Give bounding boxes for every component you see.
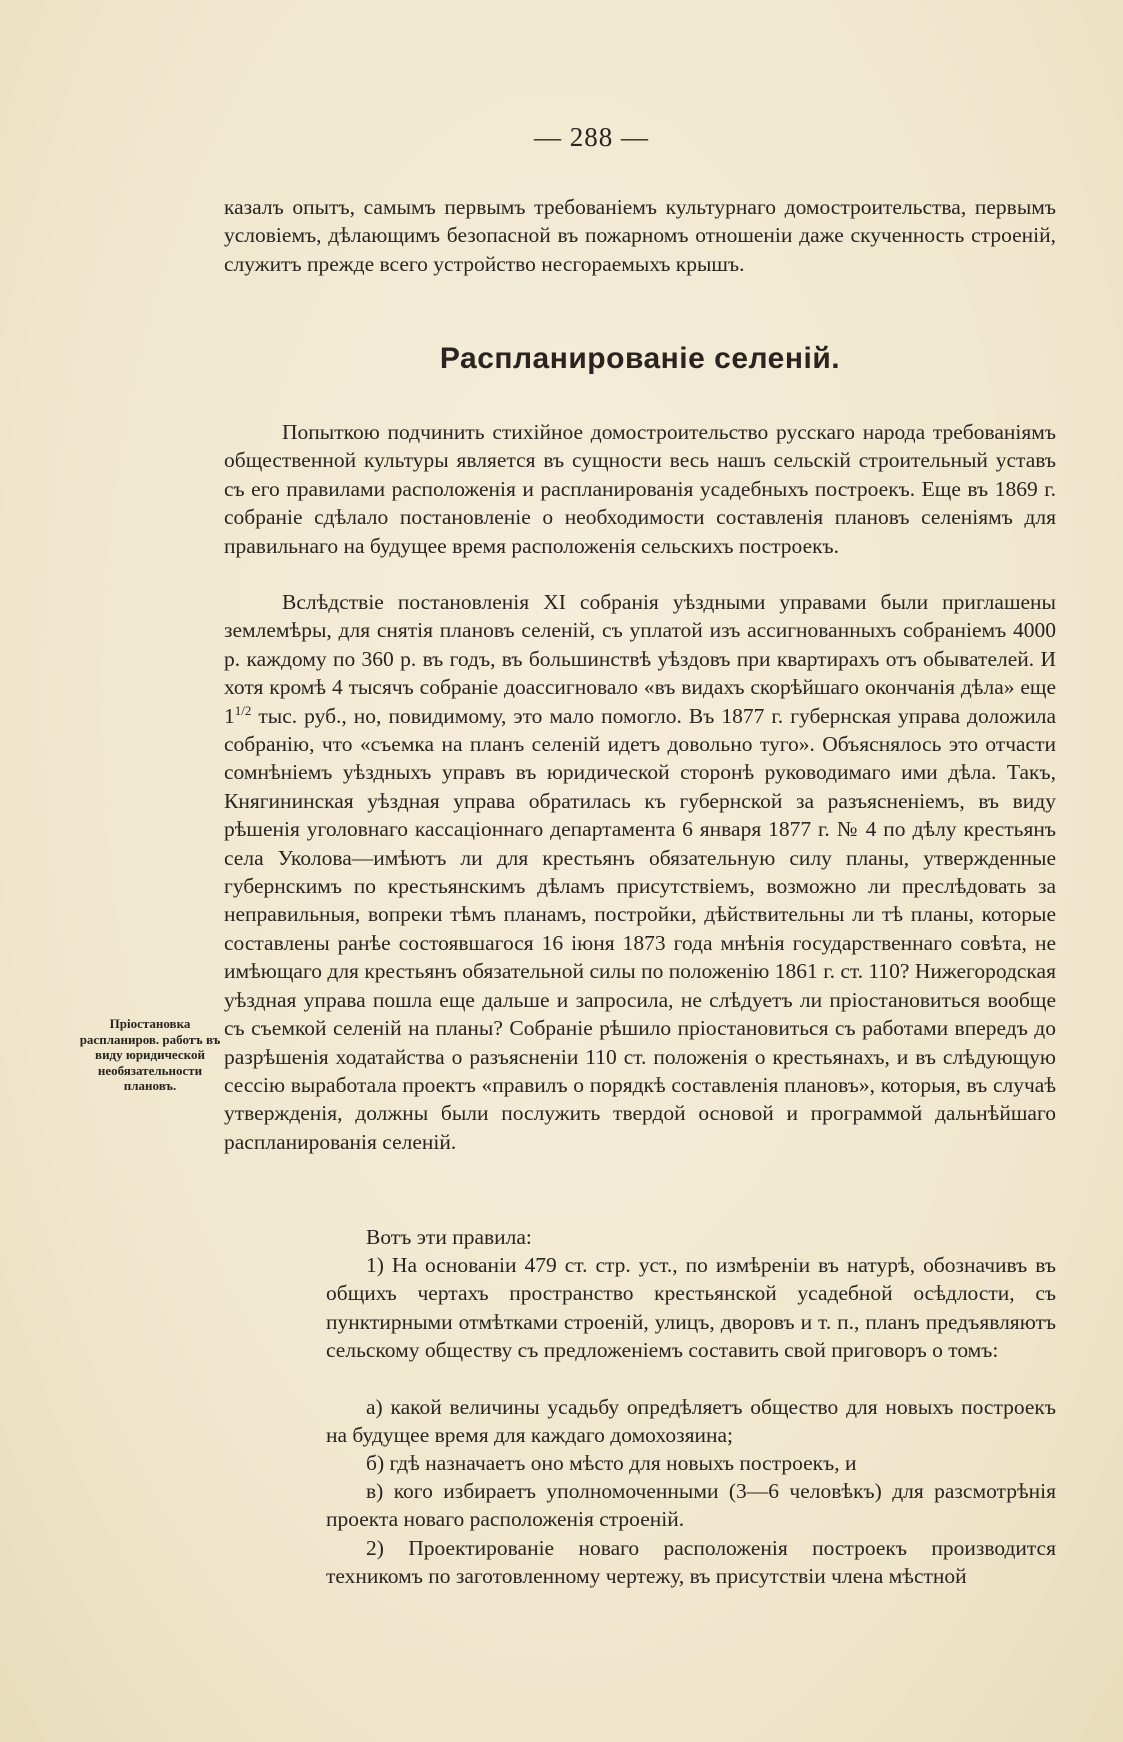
- rule-2: 2) Проектированіе новаго расположенія построекъ производится техникомъ по заготовленному чертежу, въ присутствіи члена мѣстной: [326, 1536, 1056, 1589]
- section-heading: Распланированіе селеній.: [439, 342, 841, 375]
- fraction-superscript: 1/2: [234, 702, 252, 718]
- rule-1c: в) кого избираетъ уполномоченными (3—6 человѣкъ) для разсмотрѣнія проекта новаго расположенія строеній.: [326, 1479, 1056, 1532]
- margin-note: Пріостановка распланиров. работъ въ виду юридической необязательности плановъ.: [79, 1016, 221, 1093]
- rule-1: 1) На основаніи 479 ст. стр. уст., по измѣреніи въ натурѣ, обозначивъ въ общихъ чертахъ пространство крестьянской усадебной осѣдлости, съ пунктирными отмѣтками строеній, улицъ, дворовъ и т. п., планъ предъявляютъ сельскому обществу съ предложеніемъ составить свой приговоръ о томъ:: [326, 1253, 1056, 1363]
- rules-intro: Вотъ эти правила:: [366, 1225, 532, 1249]
- paragraph-2-part-b: тыс. руб., но, повидимому, это мало помогло. Въ 1877 г. губернская управа доложила собранію, что «съемка на планъ селеній идетъ довольно туго». Объяснялось это отчасти сомнѣніемъ уѣздныхъ управъ въ юридической сторонѣ руководимаго ими дѣла. Такъ, Княгининская уѣздная управа обратилась къ губернской за разъясненіемъ, въ виду рѣшенія уголовнаго кассаціоннаго департамента 6 января 1877 г. № 4 по дѣлу крестьянъ села Уколова—имѣютъ ли для крестьянъ обязательную силу планы, утвержденные губернскимъ по крестьянскимъ дѣламъ присутствіемъ, возможно ли преслѣдовать за неправильныя, вопреки тѣмъ планамъ, постройки, дѣйствительны ли тѣ планы, которые составлены ранѣе состоявшагося 16 іюня 1873 года мнѣнія государственнаго совѣта, не имѣющаго для крестьянъ обязательной силы по положенію 1861 г. ст. 110? Нижегородская уѣздная управа пошла еще дальше и запросила, не слѣдуетъ ли пріостановиться вообще съ съемкой селеній на планы? Собраніе рѣшило пріостановиться съ работами впередъ до разрѣшенія ходатайства о разъясненіи 110 ст. положенія о крестьянахъ, и въ слѣдующую сессію выработала проектъ «правилъ о порядкѣ составленія плановъ», которыя, въ случаѣ утвержденія, должны были послужить твердой основой и программой дальнѣйшаго распланированія селеній.: [224, 703, 1056, 1154]
- rule-1a: а) какой величины усадьбу опредѣляетъ общество для новыхъ построекъ на будущее время для каждаго домохозяина;: [326, 1395, 1056, 1448]
- intro-paragraph: казалъ опытъ, самымъ первымъ требованіемъ культурнаго домостроительства, первымъ условіемъ, дѣлающимъ безопасной въ пожарномъ отношеніи даже скученность строеній, служитъ прежде всего устройство несгораемыхъ крышъ.: [224, 195, 1056, 276]
- paragraph-2-part-a: Вслѣдствіе постановленія XI собранія уѣздными управами были приглашены землемѣры, для снятія плановъ селеній, съ уплатой изъ ассигнованныхъ собраніемъ 4000 р. каждому по 360 р. въ годъ, въ большинствѣ уѣздовъ при квартирахъ отъ обывателей. И хотя кромѣ 4 тысячъ собраніе доассигновало «въ видахъ скорѣйшаго окончанія дѣла» еще 1: [224, 590, 1056, 728]
- paragraph-2: [224, 588, 1056, 1156]
- rule-1b: б) гдѣ назначаетъ оно мѣсто для новыхъ построекъ, и: [366, 1451, 857, 1475]
- paragraph-1: Попыткою подчинить стихійное домостроительство русскаго народа требованіямъ общественной культуры является въ сущности весь нашъ сельскій строительный уставъ съ его правилами расположенія и распланированія усадебныхъ построекъ. Еще въ 1869 г. собраніе сдѣлало постановленіе о необходимости составленія плановъ селеніямъ для правильнаго на будущее время расположенія сельскихъ построекъ.: [224, 420, 1056, 558]
- page-number: — 288 —: [534, 122, 649, 152]
